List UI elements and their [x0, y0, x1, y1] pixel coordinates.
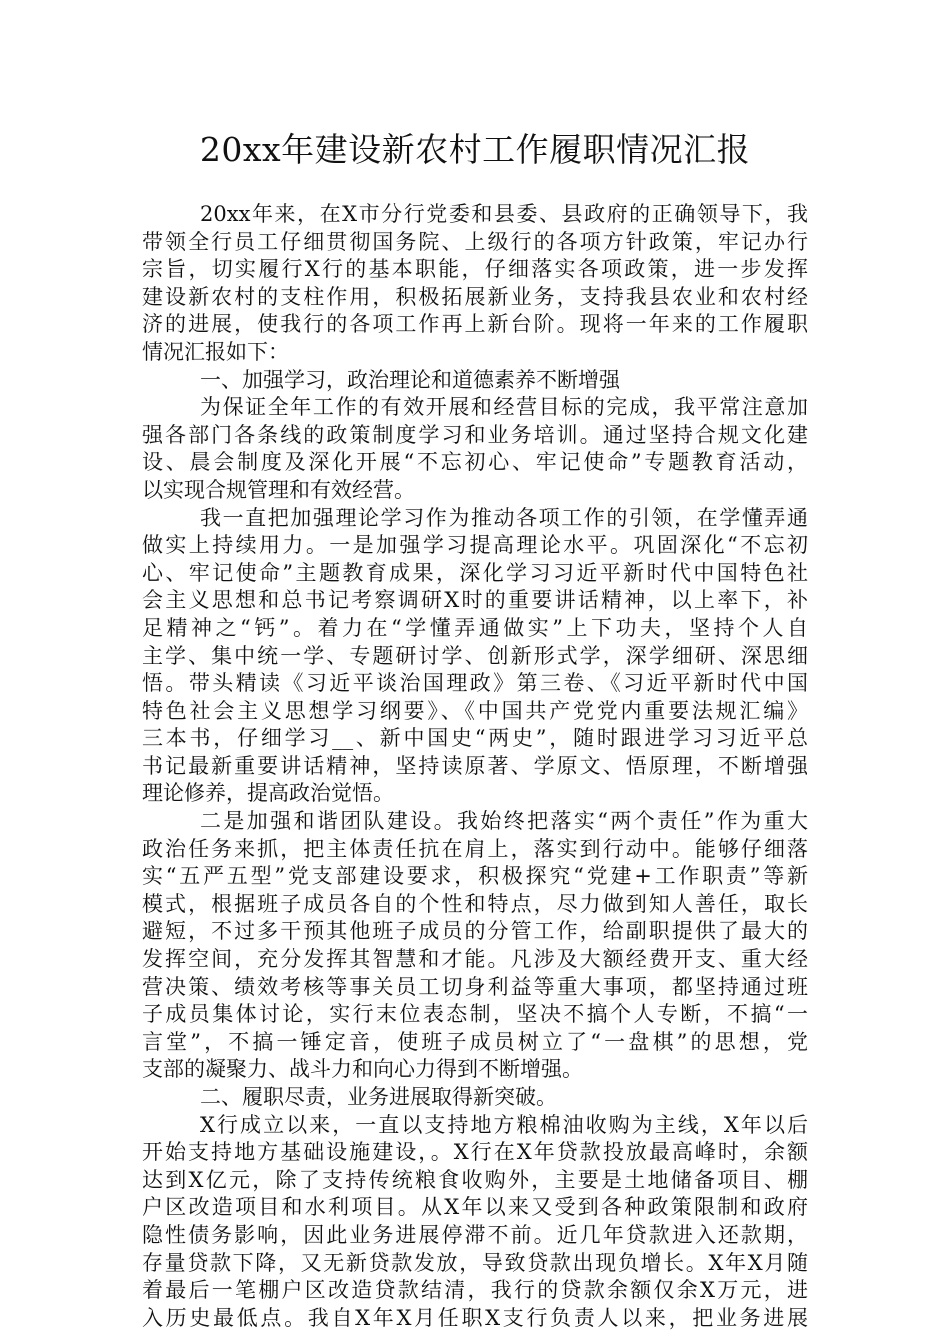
document-body: [142, 201, 808, 1332]
text-line: 做实上持续用力。一是加强学习提高理论水平。巩固深化“不忘初: [142, 533, 808, 558]
text-line: 模式，根据班子成员各自的个性和特点，尽力做到知人善任，取长: [142, 891, 808, 916]
text-line: 二、履职尽责，业务进展取得新突破。: [200, 1085, 557, 1109]
text-line: 书记最新重要讲话精神，坚持读原著、学原文、悟原理，不断增强: [142, 753, 808, 778]
text-line: 实“五严五型”党支部建设要求，积极探究“党建+工作职责”等新: [142, 864, 808, 889]
text-line: 子成员集体讨论，实行末位表态制，坚决不搞个人专断，不搞“一: [142, 1002, 808, 1027]
text-line: X行成立以来，一直以支持地方粮棉油收购为主线，X年以后: [200, 1112, 808, 1137]
text-line: 政治任务来抓，把主体责任抗在肩上，落实到行动中。能够仔细落: [142, 836, 808, 861]
text-line: 悟。带头精读《习近平谈治国理政》第三卷、《习近平新时代中国: [142, 671, 808, 696]
text-line: 达到X亿元，除了支持传统粮食收购外，主要是土地储备项目、棚: [142, 1167, 808, 1192]
text-line: 强各部门各条线的政策制度学习和业务培训。通过坚持合规文化建: [142, 422, 808, 447]
text-line: 会主义思想和总书记考察调研X时的重要讲话精神，以上率下，补: [142, 588, 808, 613]
text-line: 支部的凝聚力、战斗力和向心力得到不断增强。: [142, 1057, 583, 1082]
text-line: 带领全行员工仔细贯彻国务院、上级行的各项方针政策，牢记办行: [142, 229, 808, 254]
text-line: 户区改造项目和水利项目。从X年以来又受到各种政策限制和政府: [142, 1195, 808, 1220]
text-line: 20xx年来，在X市分行党委和县委、县政府的正确领导下，我: [200, 202, 808, 226]
text-line: 一、加强学习，政治理论和道德素养不断增强: [200, 367, 620, 392]
text-line: 主学、集中统一学、专题研讨学、创新形式学，深学细研、深思细: [142, 643, 808, 668]
text-line: 以实现合规管理和有效经营。: [142, 477, 415, 502]
text-line: 理论修养，提高政治觉悟。: [142, 781, 394, 806]
text-line: 设、晨会制度及深化开展“不忘初心、牢记使命”专题教育活动，: [142, 450, 808, 475]
text-line: 隐性债务影响，因此业务进展停滞不前。近几年贷款进入还款期，: [142, 1222, 808, 1247]
text-line: 避短，不过多干预其他班子成员的分管工作，给副职提供了最大的: [142, 919, 808, 944]
text-line: 建设新农村的支柱作用，积极拓展新业务，支持我县农业和农村经: [142, 284, 808, 309]
text-line: 情况汇报如下：: [142, 339, 289, 364]
text-line: 三本书，仔细学习__、新中国史“两史”，随时跟进学习习近平总: [142, 726, 808, 751]
text-line: 发挥空间，充分发挥其智慧和才能。凡涉及大额经费开支、重大经: [142, 947, 808, 972]
text-line: 营决策、绩效考核等事关员工切身利益等重大事项，都坚持通过班: [142, 974, 808, 999]
text-line: 宗旨，切实履行X行的基本职能，仔细落实各项政策，进一步发挥: [142, 257, 808, 282]
text-line: 为保证全年工作的有效开展和经营目标的完成，我平常注意加: [200, 395, 808, 420]
text-line: 我一直把加强理论学习作为推动各项工作的引领，在学懂弄通: [200, 505, 808, 530]
text-line: 开始支持地方基础设施建设，。X行在X年贷款投放最高峰时，余额: [142, 1140, 808, 1165]
text-line: 言堂”，不搞一锤定音，使班子成员树立了“一盘棋”的思想，党: [142, 1029, 808, 1054]
text-line: 特色社会主义思想学习纲要》、《中国共产党党内重要法规汇编》: [142, 698, 808, 723]
text-line: 心、牢记使命”主题教育成果，深化学习习近平新时代中国特色社: [142, 560, 808, 585]
text-line: 存量贷款下降，又无新贷款发放，导致贷款出现负增长。X年X月随: [142, 1250, 808, 1275]
text-line: 入历史最低点。我自X年X月任职X支行负责人以来，把业务进展: [142, 1305, 808, 1330]
text-line: 二是加强和谐团队建设。我始终把落实“两个责任”作为重大: [200, 809, 808, 834]
text-line: 济的进展，使我行的各项工作再上新台阶。现将一年来的工作履职: [142, 312, 808, 337]
text-line: 足精神之“钙”。着力在“学懂弄通做实”上下功夫，坚持个人自: [142, 615, 808, 640]
text-line: 着最后一笔棚户区改造贷款结清，我行的贷款余额仅余X万元，进: [142, 1278, 808, 1303]
document-title: 20xx年建设新农村工作履职情况汇报: [199, 130, 751, 169]
